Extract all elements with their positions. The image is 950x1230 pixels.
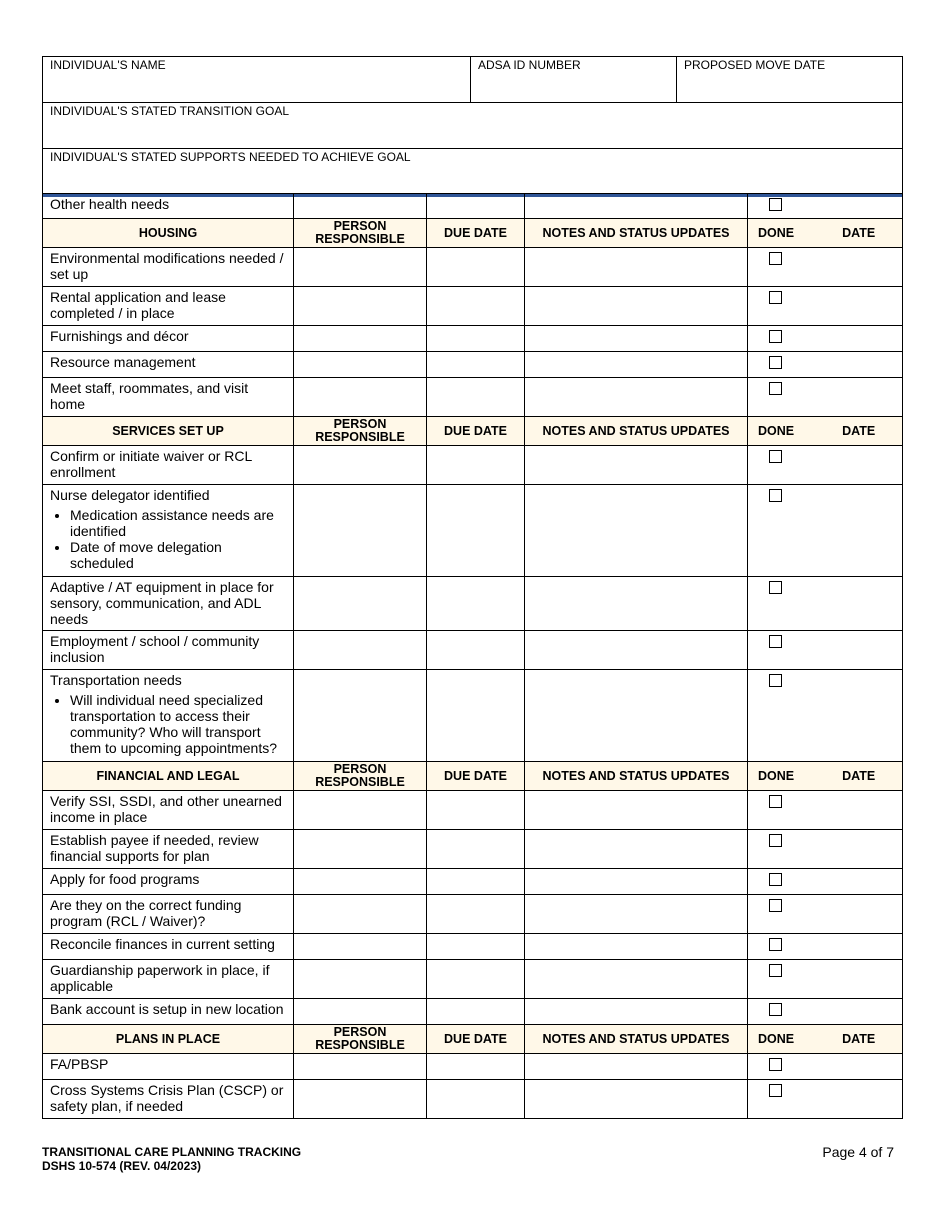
notes-cell[interactable] <box>525 895 748 934</box>
due-date-cell[interactable] <box>427 287 525 326</box>
column-notes: NOTES AND STATUS UPDATES <box>525 1025 748 1054</box>
item-cell <box>43 248 294 287</box>
notes-cell[interactable] <box>525 194 748 219</box>
section-title: SERVICES SET UP <box>43 417 294 446</box>
column-notes: NOTES AND STATUS UPDATES <box>525 417 748 446</box>
due-date-cell[interactable] <box>427 378 525 417</box>
column-person-responsible: PERSON RESPONSIBLE <box>294 417 427 446</box>
done-date-cell <box>748 485 903 577</box>
table-row <box>43 830 903 869</box>
item-label: Verify SSI, SSDI, and other unearned income in place <box>50 793 282 825</box>
person-responsible-cell[interactable] <box>294 248 427 287</box>
done-checkbox[interactable] <box>769 1084 782 1097</box>
done-date-cell <box>748 791 903 830</box>
notes-cell[interactable] <box>525 631 748 670</box>
supports-needed-field[interactable] <box>43 149 903 196</box>
notes-cell[interactable] <box>525 378 748 417</box>
person-responsible-cell[interactable] <box>294 352 427 378</box>
item-cell <box>43 791 294 830</box>
done-date-cell <box>748 934 903 960</box>
done-date-cell <box>748 248 903 287</box>
item-cell <box>43 287 294 326</box>
column-due-date: DUE DATE <box>427 762 525 791</box>
notes-cell[interactable] <box>525 869 748 895</box>
table-row <box>43 869 903 895</box>
notes-cell[interactable] <box>525 999 748 1025</box>
column-date: DATE <box>842 768 876 783</box>
person-responsible-cell[interactable] <box>294 1054 427 1080</box>
item-label: Adaptive / AT equipment in place for sensory, communication, and ADL needs <box>50 579 274 627</box>
done-date-cell <box>748 670 903 762</box>
notes-cell[interactable] <box>525 352 748 378</box>
item-label: Nurse delegator identified <box>50 487 210 503</box>
section-header-row <box>43 219 903 248</box>
table-row <box>43 895 903 934</box>
notes-cell[interactable] <box>525 446 748 485</box>
item-label: Confirm or initiate waiver or RCL enrollment <box>50 448 252 480</box>
person-responsible-cell[interactable] <box>294 895 427 934</box>
done-date-cell <box>748 287 903 326</box>
due-date-cell[interactable] <box>427 248 525 287</box>
notes-cell[interactable] <box>525 934 748 960</box>
section-header-row <box>43 417 903 446</box>
item-cell <box>43 352 294 378</box>
item-cell <box>43 1054 294 1080</box>
form-number: DSHS 10-574 (REV. 04/2023) <box>42 1159 201 1173</box>
table-row <box>43 960 903 999</box>
item-cell <box>43 446 294 485</box>
due-date-cell[interactable] <box>427 960 525 999</box>
item-cell <box>43 934 294 960</box>
done-checkbox[interactable] <box>769 489 782 502</box>
done-date-cell <box>748 446 903 485</box>
done-date-cell <box>748 830 903 869</box>
person-responsible-cell[interactable] <box>294 869 427 895</box>
done-checkbox[interactable] <box>769 834 782 847</box>
done-checkbox[interactable] <box>769 382 782 395</box>
table-row <box>43 670 903 762</box>
section-title: PLANS IN PLACE <box>43 1025 294 1054</box>
done-date-cell <box>748 194 903 219</box>
transition-goal-label: INDIVIDUAL'S STATED TRANSITION GOAL <box>50 104 289 118</box>
column-done-date <box>748 1025 903 1054</box>
table-row <box>43 378 903 417</box>
due-date-cell[interactable] <box>427 869 525 895</box>
table-row <box>43 194 903 219</box>
item-bullets <box>50 507 286 571</box>
due-date-cell[interactable] <box>427 485 525 577</box>
adsa-id-label: ADSA ID NUMBER <box>478 58 581 72</box>
item-cell <box>43 1080 294 1119</box>
item-label: Cross Systems Crisis Plan (CSCP) or safety plan, if needed <box>50 1082 284 1114</box>
due-date-cell[interactable] <box>427 1054 525 1080</box>
due-date-cell[interactable] <box>427 194 525 219</box>
person-responsible-cell[interactable] <box>294 791 427 830</box>
column-done-date <box>748 762 903 791</box>
item-label: Environmental modifications needed / set up <box>50 250 284 282</box>
item-label: Are they on the correct funding program (RCL / Waiver)? <box>50 897 242 929</box>
due-date-cell[interactable] <box>427 577 525 631</box>
item-label: Establish payee if needed, review financial supports for plan <box>50 832 259 864</box>
item-label: Reconcile finances in current setting <box>50 936 275 952</box>
item-cell <box>43 194 294 219</box>
person-responsible-cell[interactable] <box>294 830 427 869</box>
item-cell <box>43 960 294 999</box>
done-checkbox[interactable] <box>769 1058 782 1071</box>
column-person-responsible: PERSON RESPONSIBLE <box>294 219 427 248</box>
item-label: Resource management <box>50 354 196 370</box>
item-label: Employment / school / community inclusion <box>50 633 260 665</box>
done-checkbox[interactable] <box>769 674 782 687</box>
table-row <box>43 326 903 352</box>
column-done: DONE <box>758 423 795 438</box>
done-date-cell <box>748 999 903 1025</box>
done-checkbox[interactable] <box>769 198 782 211</box>
due-date-cell[interactable] <box>427 446 525 485</box>
item-label: Rental application and lease completed / in place <box>50 289 226 321</box>
done-checkbox[interactable] <box>769 964 782 977</box>
notes-cell[interactable] <box>525 830 748 869</box>
person-responsible-cell[interactable] <box>294 194 427 219</box>
person-responsible-cell[interactable] <box>294 446 427 485</box>
due-date-cell[interactable] <box>427 791 525 830</box>
section-header-row <box>43 1025 903 1054</box>
table-row <box>43 791 903 830</box>
notes-cell[interactable] <box>525 1054 748 1080</box>
done-checkbox[interactable] <box>769 938 782 951</box>
notes-cell[interactable] <box>525 1080 748 1119</box>
form-title: TRANSITIONAL CARE PLANNING TRACKING <box>42 1145 302 1159</box>
person-responsible-cell[interactable] <box>294 670 427 762</box>
notes-cell[interactable] <box>525 287 748 326</box>
column-date: DATE <box>842 225 876 240</box>
due-date-cell[interactable] <box>427 670 525 762</box>
column-notes: NOTES AND STATUS UPDATES <box>525 762 748 791</box>
done-checkbox[interactable] <box>769 291 782 304</box>
done-date-cell <box>748 326 903 352</box>
person-responsible-cell[interactable] <box>294 934 427 960</box>
column-done: DONE <box>758 768 795 783</box>
person-responsible-cell[interactable] <box>294 960 427 999</box>
notes-cell[interactable] <box>525 577 748 631</box>
done-date-cell <box>748 895 903 934</box>
done-checkbox[interactable] <box>769 899 782 912</box>
notes-cell[interactable] <box>525 670 748 762</box>
item-label: Bank account is setup in new location <box>50 1001 284 1017</box>
done-date-cell <box>748 577 903 631</box>
form-footer <box>42 1145 301 1173</box>
item-cell <box>43 631 294 670</box>
done-date-cell <box>748 1054 903 1080</box>
done-date-cell <box>748 960 903 999</box>
done-date-cell <box>748 352 903 378</box>
person-responsible-cell[interactable] <box>294 485 427 577</box>
due-date-cell[interactable] <box>427 999 525 1025</box>
notes-cell[interactable] <box>525 791 748 830</box>
item-label: Other health needs <box>50 196 170 212</box>
due-date-cell[interactable] <box>427 1080 525 1119</box>
column-person-responsible: PERSON RESPONSIBLE <box>294 762 427 791</box>
item-label: FA/PBSP <box>50 1056 109 1072</box>
tracking-table <box>42 193 903 1119</box>
item-label: Meet staff, roommates, and visit home <box>50 380 249 412</box>
column-done-date <box>748 219 903 248</box>
column-done: DONE <box>758 225 795 240</box>
person-responsible-cell[interactable] <box>294 631 427 670</box>
table-row <box>43 1080 903 1119</box>
item-label: Guardianship paperwork in place, if applicable <box>50 962 270 994</box>
proposed-move-date-label: PROPOSED MOVE DATE <box>684 58 826 72</box>
item-label: Transportation needs <box>50 672 182 688</box>
due-date-cell[interactable] <box>427 895 525 934</box>
done-date-cell <box>748 378 903 417</box>
column-done-date <box>748 417 903 446</box>
due-date-cell[interactable] <box>427 934 525 960</box>
done-checkbox[interactable] <box>769 873 782 886</box>
due-date-cell[interactable] <box>427 352 525 378</box>
section-header-row <box>43 762 903 791</box>
due-date-cell[interactable] <box>427 830 525 869</box>
table-row <box>43 631 903 670</box>
column-person-responsible: PERSON RESPONSIBLE <box>294 1025 427 1054</box>
column-date: DATE <box>842 423 876 438</box>
item-bullet: • Will individual need specialized transportation to access their community? Who will transport them to upcoming appointments? <box>70 692 286 756</box>
person-responsible-cell[interactable] <box>294 326 427 352</box>
item-cell <box>43 670 294 762</box>
done-date-cell <box>748 631 903 670</box>
done-checkbox[interactable] <box>769 330 782 343</box>
done-checkbox[interactable] <box>769 450 782 463</box>
table-row <box>43 287 903 326</box>
table-row <box>43 352 903 378</box>
item-label: Apply for food programs <box>50 871 200 887</box>
item-bullet: • Date of move delegation scheduled <box>70 539 286 571</box>
header-table <box>42 56 903 197</box>
done-checkbox[interactable] <box>769 581 782 594</box>
done-date-cell <box>748 869 903 895</box>
person-responsible-cell[interactable] <box>294 287 427 326</box>
done-checkbox[interactable] <box>769 356 782 369</box>
done-date-cell <box>748 1080 903 1119</box>
done-checkbox[interactable] <box>769 252 782 265</box>
page-number: Page 4 of 7 <box>822 1144 894 1160</box>
section-title: FINANCIAL AND LEGAL <box>43 762 294 791</box>
individual-name-label: INDIVIDUAL'S NAME <box>50 58 166 72</box>
notes-cell[interactable] <box>525 248 748 287</box>
item-cell <box>43 326 294 352</box>
table-row <box>43 999 903 1025</box>
done-checkbox[interactable] <box>769 1003 782 1016</box>
person-responsible-cell[interactable] <box>294 999 427 1025</box>
item-cell <box>43 378 294 417</box>
item-cell <box>43 485 294 577</box>
column-due-date: DUE DATE <box>427 1025 525 1054</box>
item-bullets <box>50 692 286 756</box>
person-responsible-cell[interactable] <box>294 378 427 417</box>
item-bullet: • Medication assistance needs are identified <box>70 507 286 539</box>
individual-name-field[interactable] <box>43 57 471 103</box>
table-row <box>43 577 903 631</box>
section-title: HOUSING <box>43 219 294 248</box>
column-notes: NOTES AND STATUS UPDATES <box>525 219 748 248</box>
table-row <box>43 485 903 577</box>
item-label: Furnishings and décor <box>50 328 189 344</box>
item-cell <box>43 869 294 895</box>
column-done: DONE <box>758 1031 795 1046</box>
notes-cell[interactable] <box>525 960 748 999</box>
transition-goal-field[interactable] <box>43 103 903 149</box>
table-row <box>43 934 903 960</box>
column-due-date: DUE DATE <box>427 417 525 446</box>
adsa-id-field[interactable] <box>471 57 677 103</box>
due-date-cell[interactable] <box>427 631 525 670</box>
item-cell <box>43 999 294 1025</box>
done-checkbox[interactable] <box>769 635 782 648</box>
supports-needed-label: INDIVIDUAL'S STATED SUPPORTS NEEDED TO ACHIEVE GOAL <box>50 150 411 164</box>
item-cell <box>43 577 294 631</box>
item-cell <box>43 895 294 934</box>
table-row <box>43 248 903 287</box>
person-responsible-cell[interactable] <box>294 577 427 631</box>
item-cell <box>43 830 294 869</box>
notes-cell[interactable] <box>525 485 748 577</box>
due-date-cell[interactable] <box>427 326 525 352</box>
person-responsible-cell[interactable] <box>294 1080 427 1119</box>
proposed-move-date-field[interactable] <box>677 57 903 103</box>
column-date: DATE <box>842 1031 876 1046</box>
table-row <box>43 1054 903 1080</box>
table-row <box>43 446 903 485</box>
column-due-date: DUE DATE <box>427 219 525 248</box>
notes-cell[interactable] <box>525 326 748 352</box>
done-checkbox[interactable] <box>769 795 782 808</box>
